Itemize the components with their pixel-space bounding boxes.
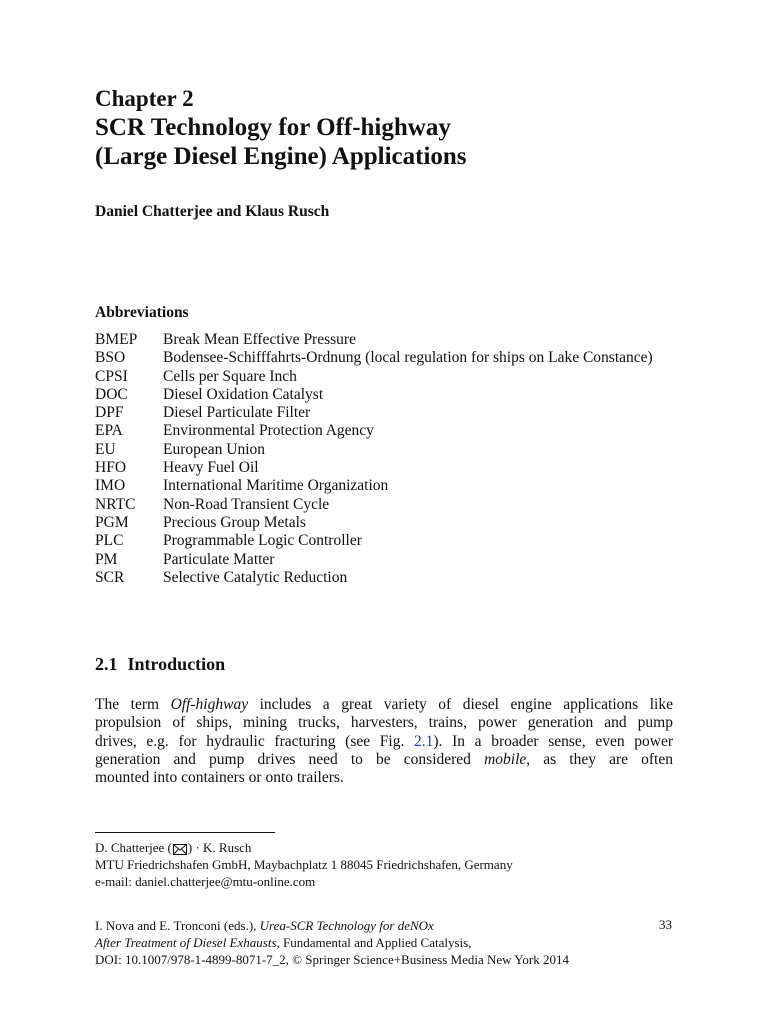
- abbreviation-definition: Selective Catalytic Reduction: [163, 568, 348, 586]
- italic-term: mobile: [484, 750, 527, 768]
- text-run: ) · K. Rusch: [187, 840, 252, 855]
- abbreviation-definition: Bodensee-Schifffahrts-Ordnung (local regulation for ships on Lake Constance): [163, 349, 653, 367]
- abbreviation-definition: Non-Road Transient Cycle: [163, 495, 330, 513]
- abbreviation-row: [95, 569, 673, 587]
- abbreviation-term: PM: [95, 550, 118, 568]
- abbreviation-term: IMO: [95, 477, 126, 495]
- text-run: drives, e.g. for hydraulic fracturing (see Fig.: [95, 732, 415, 750]
- abbreviation-term: CPSI: [95, 367, 128, 385]
- abbreviation-term: SCR: [95, 568, 125, 586]
- citation-line: [95, 917, 673, 934]
- text-run: D. Chatterjee (: [95, 840, 172, 855]
- abbreviation-definition: Diesel Oxidation Catalyst: [163, 385, 324, 403]
- abbreviation-term: NRTC: [95, 495, 136, 513]
- text-run: The term: [95, 696, 171, 713]
- paper-page: [95, 0, 675, 1024]
- figure-reference-link[interactable]: 2.1: [414, 732, 434, 750]
- chapter-title: [95, 113, 467, 171]
- text-run: includes a great variety of diesel engine applications like: [248, 696, 673, 713]
- text-run: ). In a broader sense, even power: [433, 732, 673, 750]
- abbreviation-term: PGM: [95, 513, 129, 531]
- author-footnote: [95, 839, 673, 890]
- abbreviation-definition: Environmental Protection Agency: [163, 422, 374, 440]
- abbreviation-row: [95, 331, 673, 349]
- abbreviation-row: [95, 477, 673, 495]
- abbreviation-definition: Particulate Matter: [163, 550, 275, 568]
- chapter-label: Chapter 2: [95, 86, 194, 111]
- abbreviations-heading: Abbreviations: [95, 304, 189, 321]
- citation-doi: DOI: 10.1007/978-1-4899-8071-7_2, © Springer Science+Business Media New York 2014: [95, 952, 569, 967]
- abbreviation-row: [95, 496, 673, 514]
- abbreviation-row: [95, 459, 673, 477]
- abbreviation-row: [95, 532, 673, 550]
- section-number: 2.1: [95, 654, 118, 674]
- book-title: After Treatment of Diesel Exhausts: [95, 935, 277, 950]
- abbreviation-row: [95, 368, 673, 386]
- abbreviation-definition: Diesel Particulate Filter: [163, 404, 311, 422]
- chapter-title-line-1: SCR Technology for Off-highway: [95, 114, 451, 141]
- paragraph-line: [95, 733, 673, 751]
- footnote-email: e-mail: daniel.chatterjee@mtu-online.com: [95, 874, 316, 889]
- abbreviation-definition: International Maritime Organization: [163, 477, 389, 495]
- abbreviation-term: BMEP: [95, 331, 138, 348]
- paragraph-line: propulsion of ships, mining trucks, harvesters, trains, power generation and pump: [95, 714, 673, 732]
- section-title: Introduction: [127, 654, 226, 674]
- text-run: generation and pump drives need to be considered: [95, 750, 485, 768]
- abbreviation-row: [95, 349, 673, 367]
- citation-line: [95, 934, 673, 951]
- abbreviation-definition: Break Mean Effective Pressure: [163, 331, 356, 348]
- abbreviations-list: [95, 331, 673, 587]
- book-title: Urea-SCR Technology for deNOx: [259, 918, 434, 933]
- abbreviation-definition: Precious Group Metals: [163, 513, 306, 531]
- abbreviation-row: [95, 514, 673, 532]
- introduction-paragraph: [95, 696, 673, 787]
- abbreviation-term: DPF: [95, 404, 124, 422]
- abbreviation-term: DOC: [95, 385, 128, 403]
- abbreviation-definition: Heavy Fuel Oil: [163, 459, 259, 477]
- envelope-icon: [173, 844, 187, 855]
- section-heading: [95, 654, 225, 675]
- chapter-title-line-2: (Large Diesel Engine) Applications: [95, 143, 467, 170]
- footnote-authors: [95, 839, 673, 856]
- text-run: I. Nova and E. Tronconi (eds.),: [95, 918, 260, 933]
- footnote-affiliation: MTU Friedrichshafen GmbH, Maybachplatz 1 88045 Friedrichshafen, Germany: [95, 857, 513, 872]
- italic-term: Off-highway: [170, 696, 249, 713]
- abbreviation-term: PLC: [95, 532, 124, 550]
- abbreviation-row: [95, 441, 673, 459]
- page-number: 33: [659, 917, 672, 932]
- text-run: , as they are often: [526, 750, 673, 768]
- abbreviation-row: [95, 386, 673, 404]
- abbreviation-definition: European Union: [163, 440, 266, 458]
- paragraph-line: [95, 751, 673, 769]
- paragraph-line: mounted into containers or onto trailers.: [95, 769, 344, 787]
- text-run: , Fundamental and Applied Catalysis,: [276, 935, 472, 950]
- book-citation: [95, 917, 673, 968]
- abbreviation-row: [95, 422, 673, 440]
- abbreviation-term: EU: [95, 440, 116, 458]
- abbreviation-definition: Cells per Square Inch: [163, 367, 297, 385]
- paragraph-line: [95, 696, 673, 714]
- footnote-rule: [95, 832, 275, 833]
- abbreviation-row: [95, 551, 673, 569]
- abbreviation-term: BSO: [95, 349, 126, 367]
- abbreviation-definition: Programmable Logic Controller: [163, 532, 362, 550]
- abbreviation-term: HFO: [95, 459, 127, 477]
- abbreviation-row: [95, 404, 673, 422]
- chapter-authors: Daniel Chatterjee and Klaus Rusch: [95, 203, 330, 220]
- abbreviation-term: EPA: [95, 422, 123, 440]
